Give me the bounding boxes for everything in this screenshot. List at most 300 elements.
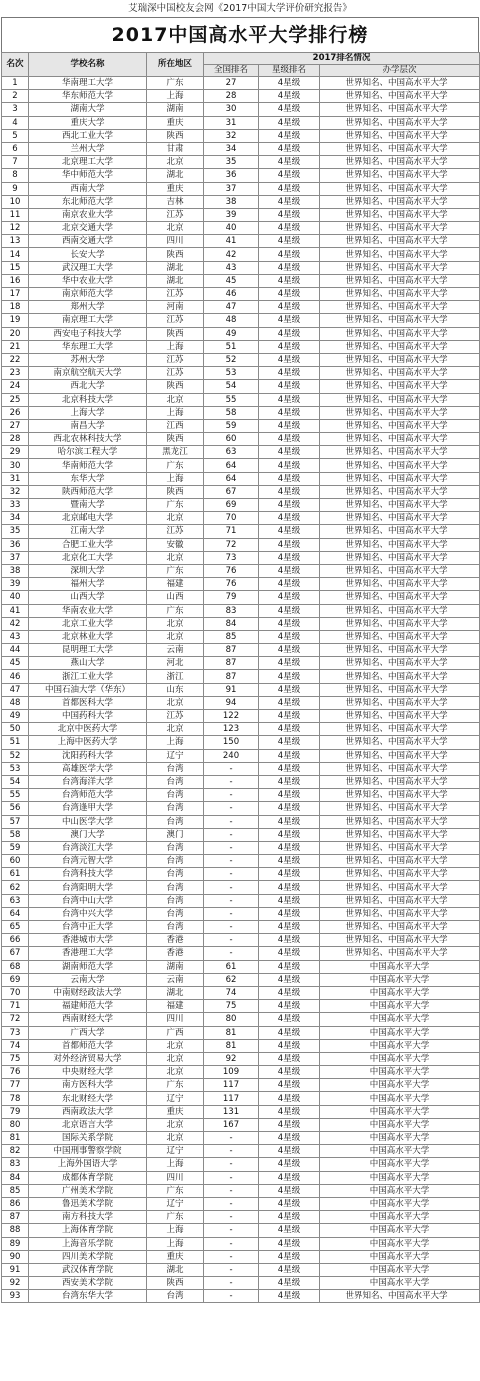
- table-row: [2, 934, 480, 947]
- level-cell: 世界知名、中国高水平大学: [320, 446, 480, 459]
- region-cell: 辽宁: [147, 1197, 204, 1210]
- rank-cell: 69: [2, 973, 29, 986]
- rank-cell: 91: [2, 1263, 29, 1276]
- name-cell: 南方科技大学: [29, 1211, 147, 1224]
- level-cell: 世界知名、中国高水平大学: [320, 815, 480, 828]
- level-cell: 世界知名、中国高水平大学: [320, 578, 480, 591]
- name-cell: 北京科技大学: [29, 393, 147, 406]
- region-cell: 台湾: [147, 789, 204, 802]
- name-cell: 四川美术学院: [29, 1250, 147, 1263]
- star-cell: 4星级: [259, 1105, 320, 1118]
- region-cell: 北京: [147, 1039, 204, 1052]
- rank-cell: 2: [2, 90, 29, 103]
- rank-cell: 59: [2, 841, 29, 854]
- table-row: [2, 512, 480, 525]
- national-rank-cell: -: [204, 934, 259, 947]
- national-rank-cell: -: [204, 1132, 259, 1145]
- table-header: [2, 53, 480, 77]
- name-cell: 郑州大学: [29, 301, 147, 314]
- table-row: [2, 604, 480, 617]
- table-row: [2, 881, 480, 894]
- national-rank-cell: 87: [204, 644, 259, 657]
- star-cell: 4星级: [259, 644, 320, 657]
- name-cell: 对外经济贸易大学: [29, 1052, 147, 1065]
- level-cell: 中国高水平大学: [320, 1211, 480, 1224]
- star-cell: 4星级: [259, 274, 320, 287]
- level-cell: 中国高水平大学: [320, 1237, 480, 1250]
- national-rank-cell: 39: [204, 208, 259, 221]
- national-rank-cell: -: [204, 789, 259, 802]
- table-row: [2, 301, 480, 314]
- table-row: [2, 1211, 480, 1224]
- region-cell: 江苏: [147, 288, 204, 301]
- level-cell: 中国高水平大学: [320, 1105, 480, 1118]
- table-row: [2, 208, 480, 221]
- level-cell: 世界知名、中国高水平大学: [320, 855, 480, 868]
- rank-cell: 62: [2, 881, 29, 894]
- rank-cell: 58: [2, 828, 29, 841]
- star-cell: 4星级: [259, 1013, 320, 1026]
- national-rank-cell: 71: [204, 525, 259, 538]
- national-rank-cell: 30: [204, 103, 259, 116]
- table-row: [2, 1013, 480, 1026]
- rank-cell: 68: [2, 960, 29, 973]
- rank-cell: 24: [2, 380, 29, 393]
- name-cell: 台湾逢甲大学: [29, 802, 147, 815]
- national-rank-cell: 63: [204, 446, 259, 459]
- national-rank-cell: -: [204, 1263, 259, 1276]
- rank-cell: 79: [2, 1105, 29, 1118]
- table-row: [2, 828, 480, 841]
- star-cell: 4星级: [259, 578, 320, 591]
- region-cell: 重庆: [147, 182, 204, 195]
- region-cell: 上海: [147, 1237, 204, 1250]
- rank-cell: 18: [2, 301, 29, 314]
- star-cell: 4星级: [259, 327, 320, 340]
- rank-cell: 90: [2, 1250, 29, 1263]
- national-rank-cell: 37: [204, 182, 259, 195]
- level-cell: 世界知名、中国高水平大学: [320, 749, 480, 762]
- rank-cell: 6: [2, 142, 29, 155]
- rank-cell: 55: [2, 789, 29, 802]
- national-rank-cell: 35: [204, 156, 259, 169]
- national-rank-cell: -: [204, 1211, 259, 1224]
- rank-cell: 40: [2, 591, 29, 604]
- name-cell: 南昌大学: [29, 419, 147, 432]
- name-cell: 南京师范大学: [29, 288, 147, 301]
- star-cell: 4星级: [259, 116, 320, 129]
- national-rank-cell: -: [204, 1197, 259, 1210]
- table-row: [2, 1066, 480, 1079]
- national-rank-cell: 42: [204, 248, 259, 261]
- name-cell: 中山医学大学: [29, 815, 147, 828]
- region-cell: 云南: [147, 644, 204, 657]
- table-row: [2, 525, 480, 538]
- level-cell: 世界知名、中国高水平大学: [320, 301, 480, 314]
- star-cell: 4星级: [259, 182, 320, 195]
- level-cell: 中国高水平大学: [320, 1013, 480, 1026]
- level-cell: 中国高水平大学: [320, 973, 480, 986]
- level-cell: 中国高水平大学: [320, 1052, 480, 1065]
- table-row: [2, 156, 480, 169]
- level-cell: 世界知名、中国高水平大学: [320, 947, 480, 960]
- level-cell: 世界知名、中国高水平大学: [320, 591, 480, 604]
- table-row: [2, 261, 480, 274]
- star-cell: 4星级: [259, 828, 320, 841]
- national-rank-cell: 55: [204, 393, 259, 406]
- rank-cell: 52: [2, 749, 29, 762]
- rank-cell: 3: [2, 103, 29, 116]
- rank-cell: 21: [2, 340, 29, 353]
- table-row: [2, 433, 480, 446]
- region-cell: 四川: [147, 235, 204, 248]
- region-cell: 湖北: [147, 274, 204, 287]
- national-rank-cell: -: [204, 855, 259, 868]
- region-cell: 四川: [147, 1171, 204, 1184]
- name-cell: 台湾师范大学: [29, 789, 147, 802]
- star-cell: 4星级: [259, 1066, 320, 1079]
- national-rank-cell: -: [204, 841, 259, 854]
- rank-cell: 39: [2, 578, 29, 591]
- region-cell: 台湾: [147, 775, 204, 788]
- rank-cell: 88: [2, 1224, 29, 1237]
- rank-cell: 34: [2, 512, 29, 525]
- national-rank-cell: 28: [204, 90, 259, 103]
- star-cell: 4星级: [259, 261, 320, 274]
- name-cell: 香港城市大学: [29, 934, 147, 947]
- table-row: [2, 367, 480, 380]
- national-rank-cell: -: [204, 947, 259, 960]
- table-body: [2, 77, 480, 1303]
- name-cell: 昆明理工大学: [29, 644, 147, 657]
- region-cell: 广东: [147, 499, 204, 512]
- name-cell: 台湾淡江大学: [29, 841, 147, 854]
- rank-cell: 86: [2, 1197, 29, 1210]
- star-cell: 4星级: [259, 736, 320, 749]
- star-cell: 4星级: [259, 591, 320, 604]
- rank-cell: 13: [2, 235, 29, 248]
- national-rank-cell: -: [204, 1277, 259, 1290]
- rank-cell: 73: [2, 1026, 29, 1039]
- national-rank-cell: 87: [204, 657, 259, 670]
- star-cell: 4星级: [259, 77, 320, 90]
- national-rank-cell: 43: [204, 261, 259, 274]
- name-cell: 西南大学: [29, 182, 147, 195]
- rank-cell: 92: [2, 1277, 29, 1290]
- star-cell: 4星级: [259, 841, 320, 854]
- name-cell: 江南大学: [29, 525, 147, 538]
- header-national-rank: 全国排名: [204, 65, 259, 77]
- level-cell: 世界知名、中国高水平大学: [320, 657, 480, 670]
- national-rank-cell: -: [204, 881, 259, 894]
- region-cell: 北京: [147, 1118, 204, 1131]
- table-row: [2, 129, 480, 142]
- star-cell: 4星级: [259, 1237, 320, 1250]
- name-cell: 沈阳药科大学: [29, 749, 147, 762]
- level-cell: 世界知名、中国高水平大学: [320, 934, 480, 947]
- name-cell: 台湾元智大学: [29, 855, 147, 868]
- national-rank-cell: -: [204, 1224, 259, 1237]
- name-cell: 陕西师范大学: [29, 485, 147, 498]
- table-row: [2, 406, 480, 419]
- region-cell: 台湾: [147, 1290, 204, 1303]
- rank-cell: 47: [2, 683, 29, 696]
- star-cell: 4星级: [259, 1211, 320, 1224]
- name-cell: 西安电子科技大学: [29, 327, 147, 340]
- rank-cell: 84: [2, 1171, 29, 1184]
- table-row: [2, 868, 480, 881]
- star-cell: 4星级: [259, 1039, 320, 1052]
- star-cell: 4星级: [259, 406, 320, 419]
- region-cell: 安徽: [147, 538, 204, 551]
- region-cell: 陕西: [147, 248, 204, 261]
- name-cell: 华中师范大学: [29, 169, 147, 182]
- region-cell: 广东: [147, 564, 204, 577]
- star-cell: 4星级: [259, 433, 320, 446]
- level-cell: 世界知名、中国高水平大学: [320, 499, 480, 512]
- region-cell: 上海: [147, 736, 204, 749]
- level-cell: 世界知名、中国高水平大学: [320, 802, 480, 815]
- name-cell: 国际关系学院: [29, 1132, 147, 1145]
- star-cell: 4星级: [259, 208, 320, 221]
- region-cell: 上海: [147, 1224, 204, 1237]
- region-cell: 吉林: [147, 195, 204, 208]
- region-cell: 河北: [147, 657, 204, 670]
- level-cell: 世界知名、中国高水平大学: [320, 116, 480, 129]
- rank-cell: 11: [2, 208, 29, 221]
- ranking-table: [1, 52, 480, 1303]
- level-cell: 世界知名、中国高水平大学: [320, 564, 480, 577]
- region-cell: 云南: [147, 973, 204, 986]
- name-cell: 台湾海洋大学: [29, 775, 147, 788]
- region-cell: 上海: [147, 1158, 204, 1171]
- region-cell: 江西: [147, 419, 204, 432]
- table-row: [2, 815, 480, 828]
- table-row: [2, 353, 480, 366]
- table-row: [2, 578, 480, 591]
- name-cell: 合肥工业大学: [29, 538, 147, 551]
- table-row: [2, 1039, 480, 1052]
- star-cell: 4星级: [259, 775, 320, 788]
- star-cell: 4星级: [259, 353, 320, 366]
- name-cell: 首都师范大学: [29, 1039, 147, 1052]
- table-row: [2, 1132, 480, 1145]
- national-rank-cell: 167: [204, 1118, 259, 1131]
- level-cell: 中国高水平大学: [320, 1026, 480, 1039]
- level-cell: 世界知名、中国高水平大学: [320, 235, 480, 248]
- rank-cell: 35: [2, 525, 29, 538]
- table-row: [2, 446, 480, 459]
- national-rank-cell: -: [204, 775, 259, 788]
- table-row: [2, 1224, 480, 1237]
- table-row: [2, 103, 480, 116]
- rank-cell: 49: [2, 710, 29, 723]
- star-cell: 4星级: [259, 670, 320, 683]
- name-cell: 华中农业大学: [29, 274, 147, 287]
- table-row: [2, 749, 480, 762]
- level-cell: 世界知名、中国高水平大学: [320, 1290, 480, 1303]
- region-cell: 北京: [147, 696, 204, 709]
- region-cell: 广东: [147, 459, 204, 472]
- region-cell: 北京: [147, 723, 204, 736]
- star-cell: 4星级: [259, 90, 320, 103]
- rank-cell: 48: [2, 696, 29, 709]
- region-cell: 北京: [147, 551, 204, 564]
- region-cell: 台湾: [147, 762, 204, 775]
- name-cell: 华南农业大学: [29, 604, 147, 617]
- level-cell: 世界知名、中国高水平大学: [320, 907, 480, 920]
- national-rank-cell: 69: [204, 499, 259, 512]
- star-cell: 4星级: [259, 1145, 320, 1158]
- name-cell: 西北工业大学: [29, 129, 147, 142]
- region-cell: 北京: [147, 1132, 204, 1145]
- national-rank-cell: -: [204, 815, 259, 828]
- level-cell: 世界知名、中国高水平大学: [320, 327, 480, 340]
- national-rank-cell: 76: [204, 578, 259, 591]
- national-rank-cell: -: [204, 1237, 259, 1250]
- star-cell: 4星级: [259, 881, 320, 894]
- star-cell: 4星级: [259, 789, 320, 802]
- rank-cell: 74: [2, 1039, 29, 1052]
- rank-cell: 42: [2, 617, 29, 630]
- header-name: 学校名称: [29, 53, 147, 77]
- level-cell: 世界知名、中国高水平大学: [320, 459, 480, 472]
- region-cell: 湖北: [147, 1263, 204, 1276]
- region-cell: 江苏: [147, 525, 204, 538]
- level-cell: 世界知名、中国高水平大学: [320, 208, 480, 221]
- table-row: [2, 670, 480, 683]
- rank-cell: 61: [2, 868, 29, 881]
- level-cell: 中国高水平大学: [320, 1250, 480, 1263]
- table-row: [2, 1092, 480, 1105]
- rank-cell: 82: [2, 1145, 29, 1158]
- name-cell: 鲁迅美术学院: [29, 1197, 147, 1210]
- region-cell: 台湾: [147, 894, 204, 907]
- region-cell: 广东: [147, 1211, 204, 1224]
- name-cell: 西安美术学院: [29, 1277, 147, 1290]
- level-cell: 世界知名、中国高水平大学: [320, 894, 480, 907]
- star-cell: 4星级: [259, 235, 320, 248]
- region-cell: 重庆: [147, 1250, 204, 1263]
- region-cell: 山西: [147, 591, 204, 604]
- region-cell: 辽宁: [147, 1145, 204, 1158]
- level-cell: 世界知名、中国高水平大学: [320, 512, 480, 525]
- rank-cell: 70: [2, 986, 29, 999]
- table-row: [2, 1197, 480, 1210]
- name-cell: 台湾中兴大学: [29, 907, 147, 920]
- star-cell: 4星级: [259, 815, 320, 828]
- national-rank-cell: 76: [204, 564, 259, 577]
- national-rank-cell: 32: [204, 129, 259, 142]
- name-cell: 重庆大学: [29, 116, 147, 129]
- region-cell: 广东: [147, 77, 204, 90]
- national-rank-cell: -: [204, 894, 259, 907]
- rank-cell: 76: [2, 1066, 29, 1079]
- level-cell: 世界知名、中国高水平大学: [320, 472, 480, 485]
- national-rank-cell: 36: [204, 169, 259, 182]
- star-cell: 4星级: [259, 1000, 320, 1013]
- rank-cell: 54: [2, 775, 29, 788]
- level-cell: 世界知名、中国高水平大学: [320, 419, 480, 432]
- name-cell: 北京工业大学: [29, 617, 147, 630]
- star-cell: 4星级: [259, 1079, 320, 1092]
- region-cell: 香港: [147, 947, 204, 960]
- region-cell: 湖南: [147, 960, 204, 973]
- rank-cell: 10: [2, 195, 29, 208]
- star-cell: 4星级: [259, 1092, 320, 1105]
- national-rank-cell: -: [204, 802, 259, 815]
- national-rank-cell: -: [204, 762, 259, 775]
- star-cell: 4星级: [259, 696, 320, 709]
- table-row: [2, 696, 480, 709]
- name-cell: 云南大学: [29, 973, 147, 986]
- rank-cell: 51: [2, 736, 29, 749]
- national-rank-cell: 122: [204, 710, 259, 723]
- national-rank-cell: -: [204, 907, 259, 920]
- table-row: [2, 1277, 480, 1290]
- national-rank-cell: 74: [204, 986, 259, 999]
- table-row: [2, 1184, 480, 1197]
- name-cell: 深圳大学: [29, 564, 147, 577]
- national-rank-cell: 60: [204, 433, 259, 446]
- rank-cell: 28: [2, 433, 29, 446]
- name-cell: 西北农林科技大学: [29, 433, 147, 446]
- national-rank-cell: -: [204, 1158, 259, 1171]
- name-cell: 长安大学: [29, 248, 147, 261]
- star-cell: 4星级: [259, 657, 320, 670]
- region-cell: 重庆: [147, 1105, 204, 1118]
- rank-cell: 22: [2, 353, 29, 366]
- level-cell: 世界知名、中国高水平大学: [320, 433, 480, 446]
- name-cell: 湖南大学: [29, 103, 147, 116]
- rank-cell: 46: [2, 670, 29, 683]
- level-cell: 世界知名、中国高水平大学: [320, 841, 480, 854]
- star-cell: 4星级: [259, 723, 320, 736]
- table-row: [2, 591, 480, 604]
- level-cell: 世界知名、中国高水平大学: [320, 736, 480, 749]
- national-rank-cell: 53: [204, 367, 259, 380]
- name-cell: 广西大学: [29, 1026, 147, 1039]
- region-cell: 台湾: [147, 841, 204, 854]
- table-row: [2, 1145, 480, 1158]
- table-row: [2, 644, 480, 657]
- name-cell: 上海中医药大学: [29, 736, 147, 749]
- rank-cell: 41: [2, 604, 29, 617]
- star-cell: 4星级: [259, 1250, 320, 1263]
- table-row: [2, 235, 480, 248]
- national-rank-cell: 150: [204, 736, 259, 749]
- table-row: [2, 499, 480, 512]
- national-rank-cell: 87: [204, 670, 259, 683]
- name-cell: 首都医科大学: [29, 696, 147, 709]
- region-cell: 广西: [147, 1026, 204, 1039]
- region-cell: 福建: [147, 578, 204, 591]
- rank-cell: 36: [2, 538, 29, 551]
- name-cell: 台湾东华大学: [29, 1290, 147, 1303]
- name-cell: 哈尔滨工程大学: [29, 446, 147, 459]
- region-cell: 江苏: [147, 208, 204, 221]
- name-cell: 西北大学: [29, 380, 147, 393]
- region-cell: 陕西: [147, 327, 204, 340]
- level-cell: 世界知名、中国高水平大学: [320, 353, 480, 366]
- table-row: [2, 1079, 480, 1092]
- level-cell: 世界知名、中国高水平大学: [320, 142, 480, 155]
- table-row: [2, 551, 480, 564]
- name-cell: 北京化工大学: [29, 551, 147, 564]
- star-cell: 4星级: [259, 380, 320, 393]
- national-rank-cell: -: [204, 1171, 259, 1184]
- rank-cell: 43: [2, 630, 29, 643]
